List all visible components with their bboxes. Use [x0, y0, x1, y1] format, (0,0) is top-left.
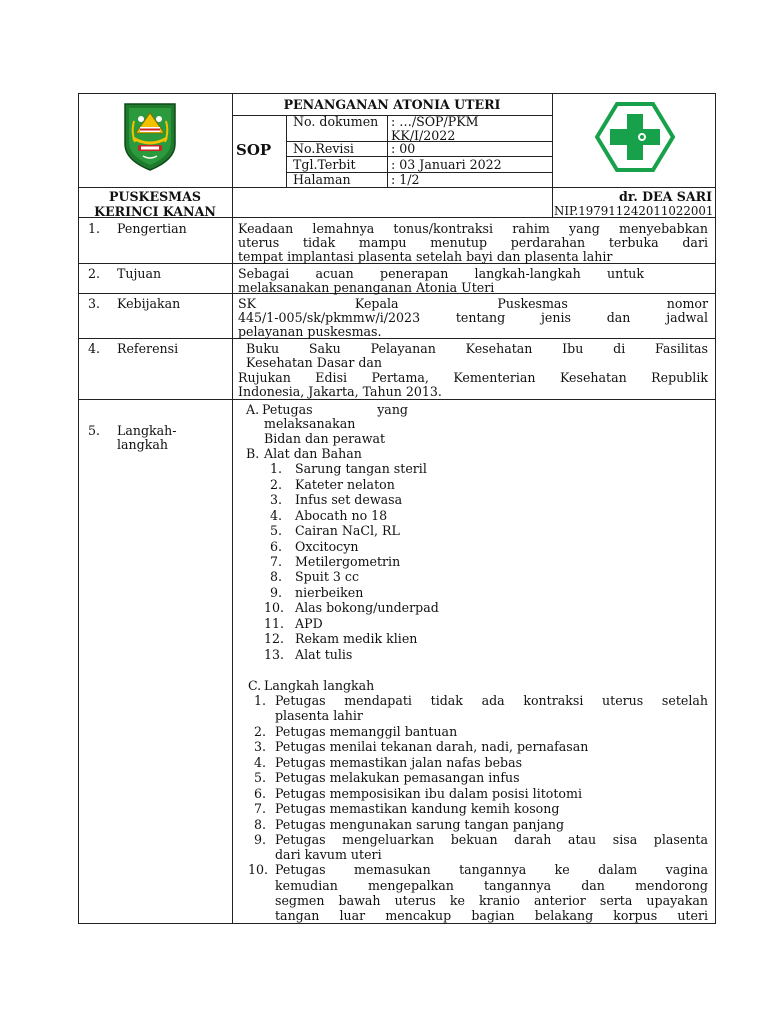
subsection-b-title: Alat dan Bahan: [264, 446, 362, 461]
tool-list-item: Alas bokong/underpad: [295, 600, 439, 615]
puskesmas-green-cross-icon: [595, 102, 675, 172]
tool-list-item: Infus set dewasa: [295, 492, 403, 507]
step-text: Petugas mendapati tidak ada kontraksi uterus setelah: [275, 693, 708, 708]
section-number: 3.: [88, 296, 101, 311]
step-number: 10.: [248, 862, 269, 877]
tool-list-item: Alat tulis: [295, 647, 353, 662]
meta-colon-divider: [387, 115, 388, 187]
section-number: 5.: [88, 423, 101, 438]
tool-list-number: 13.: [264, 647, 285, 662]
tool-list-number: 2.: [270, 477, 283, 492]
step-text: dari kavum uteri: [275, 847, 382, 862]
meta-label-revision: No.Revisi: [293, 141, 354, 156]
step-text: Petugas memastikan kandung kemih kosong: [275, 801, 560, 816]
body-label-divider: [232, 217, 233, 924]
step-text: tangan luar mencakup bagian belakang korpus uteri: [275, 908, 708, 923]
step-number: 3.: [254, 739, 267, 754]
step-number: 6.: [254, 786, 267, 801]
tool-list-item: Kateter nelaton: [295, 477, 395, 492]
step-text: Petugas memanggil bantuan: [275, 724, 458, 739]
meta-value-revision: : 00: [391, 141, 416, 156]
tool-list-item: nierbeiken: [295, 585, 364, 600]
kebijakan-text-line: 445/1-005/sk/pkmmw/i/2023 tentang jenis dan jadwal: [238, 310, 708, 325]
meta-value-doc-number-cont: KK/I/2022: [391, 128, 456, 143]
step-number: 9.: [254, 832, 267, 847]
step-text: Petugas memastikan jalan nafas bebas: [275, 755, 523, 770]
tool-list-number: 5.: [270, 523, 283, 538]
step-text: Petugas menilai tekanan darah, nadi, pernafasan: [275, 739, 589, 754]
signer-nip: NIP.197911242011022001: [554, 204, 714, 218]
step-text: kemudian mengepalkan tangannya dan mendorong: [275, 878, 708, 893]
tool-list-item: Abocath no 18: [295, 508, 388, 523]
section-title-referensi: Referensi: [117, 341, 179, 356]
tool-list-item: Rekam medik klien: [295, 631, 418, 646]
document-title: PENANGANAN ATONIA UTERI: [283, 97, 501, 112]
tool-list-number: 1.: [270, 461, 283, 476]
tool-list-item: Oxcitocyn: [295, 539, 359, 554]
step-number: 5.: [254, 770, 267, 785]
meta-label-issue-date: Tgl.Terbit: [293, 157, 356, 172]
step-number: 7.: [254, 801, 267, 816]
section-number: 4.: [88, 341, 101, 356]
meta-label-page: Halaman: [293, 172, 351, 187]
tool-list-item: APD: [295, 616, 323, 631]
tool-list-number: 3.: [270, 492, 283, 507]
tool-list-number: 10.: [264, 600, 285, 615]
tujuan-text-line: Sebagai acuan penerapan langkah-langkah untuk: [238, 266, 644, 281]
section-title-kebijakan: Kebijakan: [117, 296, 181, 311]
subsection-a-label: A.: [246, 402, 260, 417]
tool-list-number: 9.: [270, 585, 283, 600]
section-title-langkah: Langkah-: [117, 423, 177, 438]
meta-label-doc-number: No. dokumen: [293, 114, 379, 129]
tool-list-item: Sarung tangan steril: [295, 461, 427, 476]
signer-name: dr. DEA SARI: [619, 189, 712, 204]
referensi-text-line: Rujukan Edisi Pertama, Kementerian Kesehatan Republik: [238, 370, 708, 385]
pengertian-text-line: tempat implantasi plasenta setelah bayi dan plasenta lahir: [238, 249, 613, 264]
step-number: 2.: [254, 724, 267, 739]
meta-value-page: : 1/2: [391, 172, 420, 187]
step-text: segmen bawah uterus ke kranio anterior serta upayakan: [275, 893, 708, 908]
kebijakan-text-line: pelayanan puskesmas.: [238, 324, 382, 339]
subsection-b-label: B.: [246, 446, 260, 461]
step-text: Petugas mengunakan sarung tangan panjang: [275, 817, 565, 832]
tool-list-number: 6.: [270, 539, 283, 554]
section-title-pengertian: Pengertian: [117, 221, 187, 236]
pengertian-text-line: Keadaan lemahnya tonus/kontraksi rahim yang menyebabkan: [238, 221, 708, 236]
step-text: Petugas mengeluarkan bekuan darah atau sisa plasenta: [275, 832, 708, 847]
subsection-c-label: C.: [248, 678, 262, 693]
step-text: Petugas memasukan tangannya ke dalam vagina: [275, 862, 708, 877]
row-line-3: [78, 338, 716, 339]
sop-label-divider: [286, 115, 287, 187]
referensi-text-line: Buku Saku Pelayanan Kesehatan Ibu di Fasilitas: [246, 341, 708, 356]
referensi-text-line: Indonesia, Jakarta, Tahun 2013.: [238, 384, 442, 399]
tool-list-item: Metilergometrin: [295, 554, 401, 569]
step-text: Petugas memposisikan ibu dalam posisi litotomi: [275, 786, 582, 801]
sop-label: SOP: [236, 141, 272, 159]
section-title-langkah: langkah: [117, 437, 168, 452]
org-name-line-2: KERINCI KANAN: [94, 204, 216, 219]
kerinci-regency-emblem-icon: [121, 100, 179, 172]
pengertian-text-line: uterus tidak mampu menutup perdarahan terbuka dari: [238, 235, 708, 250]
tool-list-number: 8.: [270, 569, 283, 584]
step-number: 8.: [254, 817, 267, 832]
tool-list-number: 4.: [270, 508, 283, 523]
meta-value-issue-date: : 03 Januari 2022: [391, 157, 502, 172]
step-number: 4.: [254, 755, 267, 770]
step-text: Petugas melakukan pemasangan infus: [275, 770, 520, 785]
section-number: 1.: [88, 221, 101, 236]
org-name-line-1: PUSKESMAS: [109, 189, 201, 204]
section-number: 2.: [88, 266, 101, 281]
subsection-a-text: melaksanakan: [264, 416, 356, 431]
tujuan-text-line: melaksanakan penanganan Atonia Uteri: [238, 280, 495, 295]
kebijakan-text-line: SK Kepala Puskesmas nomor: [238, 296, 708, 311]
subsection-a-text: Petugas yang: [262, 402, 408, 417]
tool-list-number: 12.: [264, 631, 285, 646]
tool-list-number: 11.: [264, 616, 285, 631]
step-text: plasenta lahir: [275, 708, 363, 723]
section-title-tujuan: Tujuan: [117, 266, 162, 281]
tool-list-item: Spuit 3 cc: [295, 569, 360, 584]
subsection-c-title: Langkah langkah: [264, 678, 375, 693]
referensi-text-line: Kesehatan Dasar dan: [246, 355, 383, 370]
tool-list-item: Cairan NaCl, RL: [295, 523, 400, 538]
tool-list-number: 7.: [270, 554, 283, 569]
subsection-a-text: Bidan dan perawat: [264, 431, 386, 446]
step-number: 1.: [254, 693, 267, 708]
meta-value-doc-number: : …/SOP/PKM: [391, 114, 479, 129]
